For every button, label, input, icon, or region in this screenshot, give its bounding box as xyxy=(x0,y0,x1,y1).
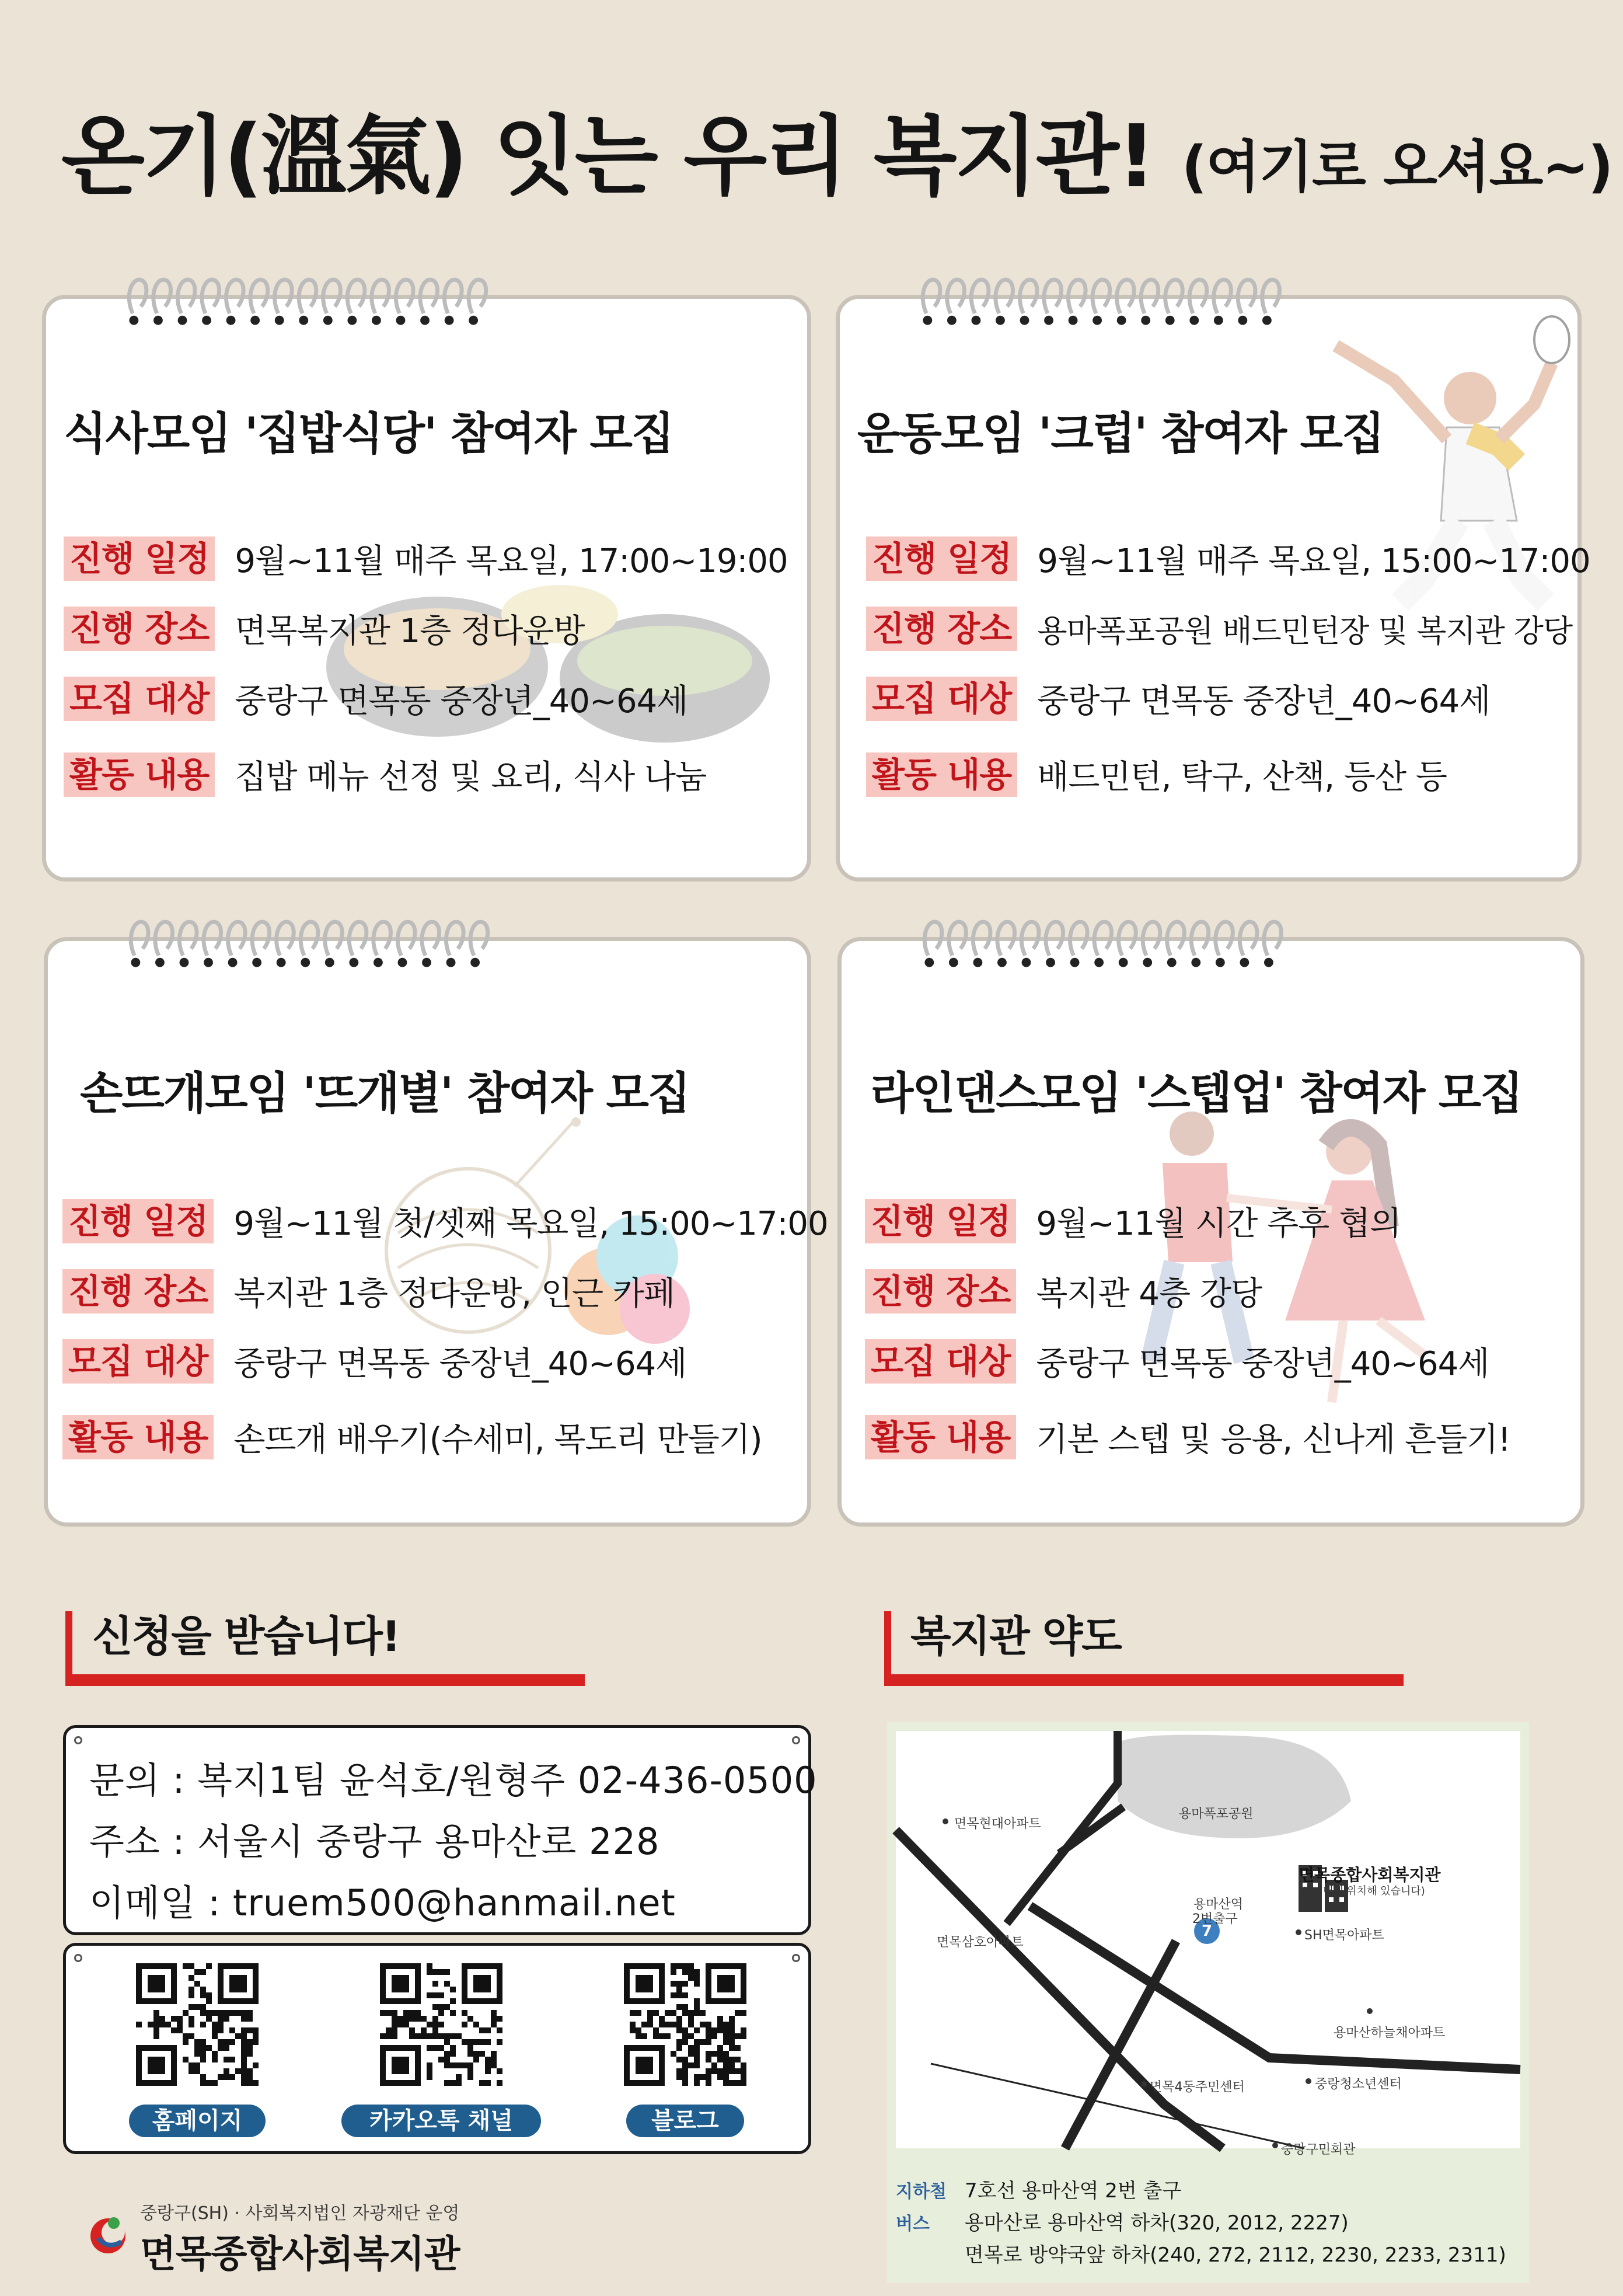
info-row-place xyxy=(865,1268,1262,1315)
subway-key: 지하철 xyxy=(896,2182,947,2202)
map-label-center-note: (단지내에 위치해 있습니다) xyxy=(1299,1885,1425,1897)
row-label: 활동 내용 xyxy=(865,1415,1016,1459)
heading-underline xyxy=(884,1674,1404,1686)
map-label-sh: SH면목아파트 xyxy=(1304,1928,1384,1943)
row-value: 배드민턴, 탁구, 산책, 등산 등 xyxy=(1037,758,1447,796)
org-name: 면목종합사회복지관 xyxy=(140,2233,460,2276)
card-line-dance-club xyxy=(837,937,1584,1527)
punch-hole xyxy=(74,1954,82,1962)
map-label-park: 용마폭포공원 xyxy=(1179,1807,1254,1821)
org-operator: 중랑구(SH) · 사회복지법인 자광재단 운영 xyxy=(140,2203,460,2224)
card-meal-club xyxy=(42,295,811,882)
kakao-channel-button[interactable]: 카카오톡 채널 xyxy=(341,2105,541,2137)
row-label: 모집 대상 xyxy=(866,677,1017,721)
row-label: 모집 대상 xyxy=(865,1339,1016,1384)
qr-box xyxy=(63,1943,811,2154)
row-value: 중랑구 면목동 중장년_40~64세 xyxy=(1036,1345,1489,1383)
contact-phone: 문의 : 복지1팀 윤석호/원형주 02-436-0500 xyxy=(89,1759,818,1802)
contact-box xyxy=(63,1725,818,1935)
row-label: 진행 장소 xyxy=(865,1269,1016,1314)
row-value: 면목복지관 1층 정다운방 xyxy=(235,612,585,650)
heading-accent xyxy=(884,1611,891,1675)
info-row-schedule xyxy=(62,1198,828,1245)
info-row-target xyxy=(64,675,687,722)
row-value: 손뜨개 배우기(수세미, 목도리 만들기) xyxy=(233,1421,762,1459)
row-label: 진행 일정 xyxy=(62,1199,214,1243)
info-row-schedule xyxy=(865,1198,1401,1245)
map-panel xyxy=(887,1722,1529,2283)
apply-heading: 신청을 받습니다! xyxy=(92,1612,400,1661)
spiral-binding xyxy=(842,915,1580,979)
map-label-station: 용마산역 xyxy=(1193,1897,1244,1912)
map-label-center: 면목종합사회복지관 xyxy=(1299,1865,1441,1884)
heading-underline xyxy=(65,1674,585,1686)
row-label: 진행 장소 xyxy=(64,607,215,651)
bus-info xyxy=(896,2207,1349,2235)
kakao-channel-qr-code[interactable] xyxy=(380,1963,502,2086)
row-value: 9월~11월 매주 목요일, 17:00~19:00 xyxy=(235,542,788,580)
row-label: 모집 대상 xyxy=(64,677,215,721)
info-row-schedule xyxy=(866,535,1590,582)
info-row-target xyxy=(866,675,1490,722)
punch-hole xyxy=(792,1736,800,1744)
info-row-place xyxy=(62,1268,675,1315)
map-image[interactable] xyxy=(896,1731,1520,2157)
bus-key: 버스 xyxy=(896,2214,930,2234)
info-row-activity xyxy=(865,1414,1510,1461)
card-title: 라인댄스모임 '스텝업' 참여자 모집 xyxy=(871,1067,1522,1119)
spiral-binding xyxy=(48,915,807,979)
org-logo xyxy=(86,2213,130,2256)
punch-hole xyxy=(792,1954,800,1962)
map-label-hall: 중랑구민회관 xyxy=(1281,2142,1356,2157)
blog-qr-code[interactable] xyxy=(624,1963,746,2086)
card-title: 손뜨개모임 '뜨개별' 참여자 모집 xyxy=(80,1067,690,1119)
row-value: 중랑구 면목동 중장년_40~64세 xyxy=(235,682,688,720)
row-label: 모집 대상 xyxy=(62,1339,214,1384)
info-row-activity xyxy=(64,751,706,798)
map-label-exit: 2번출구 xyxy=(1192,1912,1238,1926)
row-value: 중랑구 면목동 중장년_40~64세 xyxy=(1037,682,1491,720)
blog-button[interactable]: 블로그 xyxy=(626,2105,744,2137)
row-label: 진행 장소 xyxy=(62,1269,214,1314)
row-label: 활동 내용 xyxy=(64,752,215,797)
contact-address: 주소 : 서울시 중랑구 용마산로 228 xyxy=(89,1820,660,1863)
map-label-youth: 중랑청소년센터 xyxy=(1315,2077,1402,2092)
row-label: 활동 내용 xyxy=(866,752,1017,797)
row-value: 9월~11월 첫/셋째 목요일, 15:00~17:00 xyxy=(233,1205,828,1243)
heading-accent xyxy=(65,1611,72,1675)
homepage-qr-code[interactable] xyxy=(136,1963,259,2086)
subway-line-badge: 7 xyxy=(1202,1922,1213,1940)
row-value: 복지관 4층 강당 xyxy=(1036,1275,1262,1313)
punch-hole xyxy=(74,1736,82,1744)
row-value: 9월~11월 매주 목요일, 15:00~17:00 xyxy=(1037,542,1590,580)
subway-text: 7호선 용마산역 2번 출구 xyxy=(965,2179,1182,2203)
row-label: 진행 일정 xyxy=(64,536,215,581)
page-title xyxy=(61,88,1612,211)
row-value: 용마폭포공원 배드민턴장 및 복지관 강당 xyxy=(1037,614,1573,649)
map-label-apt2: 면목삼호아파트 xyxy=(937,1935,1024,1950)
info-row-place xyxy=(64,605,585,652)
contact-email[interactable]: 이메일 : truem500@hanmail.net xyxy=(89,1882,676,1924)
info-row-place xyxy=(866,605,1572,652)
row-label: 진행 장소 xyxy=(866,607,1017,651)
bus-text-2: 면목로 방약국앞 하차(240, 272, 2112, 2230, 2233, 2311) xyxy=(965,2243,1506,2267)
bus-info-2 xyxy=(965,2239,1506,2267)
card-title: 식사모임 '집밥식당' 참여자 모집 xyxy=(64,407,673,459)
row-value: 복지관 1층 정다운방, 인근 카페 xyxy=(233,1275,675,1313)
card-exercise-club xyxy=(836,295,1590,882)
spiral-binding xyxy=(46,273,807,337)
row-label: 진행 일정 xyxy=(866,536,1017,581)
info-row-target xyxy=(62,1338,686,1385)
title-sub: (여기로 오셔요~) xyxy=(1181,134,1612,200)
info-row-activity xyxy=(866,751,1447,798)
row-value: 기본 스텝 및 응용, 신나게 흔들기! xyxy=(1036,1421,1510,1459)
info-row-schedule xyxy=(64,535,788,582)
map-heading: 복지관 약도 xyxy=(910,1612,1121,1661)
row-label: 진행 일정 xyxy=(865,1199,1016,1243)
map-label-office: 면목4동주민센터 xyxy=(1150,2080,1245,2095)
homepage-button[interactable]: 홈페이지 xyxy=(129,2105,266,2137)
info-row-activity xyxy=(62,1414,762,1461)
map-label-apt3: 용마산하늘채아파트 xyxy=(1334,2026,1446,2040)
info-row-target xyxy=(865,1338,1489,1385)
title-main: 온기(溫氣) 잇는 우리 복지관! xyxy=(61,106,1154,207)
card-knitting-club xyxy=(44,937,828,1527)
row-value: 집밥 메뉴 선정 및 요리, 식사 나눔 xyxy=(235,758,707,796)
row-value: 9월~11월 시간 추후 협의 xyxy=(1036,1205,1401,1243)
card-title: 운동모임 '크럽' 참여자 모집 xyxy=(857,407,1384,459)
subway-info xyxy=(896,2175,1181,2203)
row-label: 활동 내용 xyxy=(62,1415,214,1459)
bus-text-1: 용마산로 용마산역 하차(320, 2012, 2227) xyxy=(965,2211,1349,2235)
row-value: 중랑구 면목동 중장년_40~64세 xyxy=(233,1345,687,1383)
map-label-apt1: 면목현대아파트 xyxy=(954,1817,1041,1831)
